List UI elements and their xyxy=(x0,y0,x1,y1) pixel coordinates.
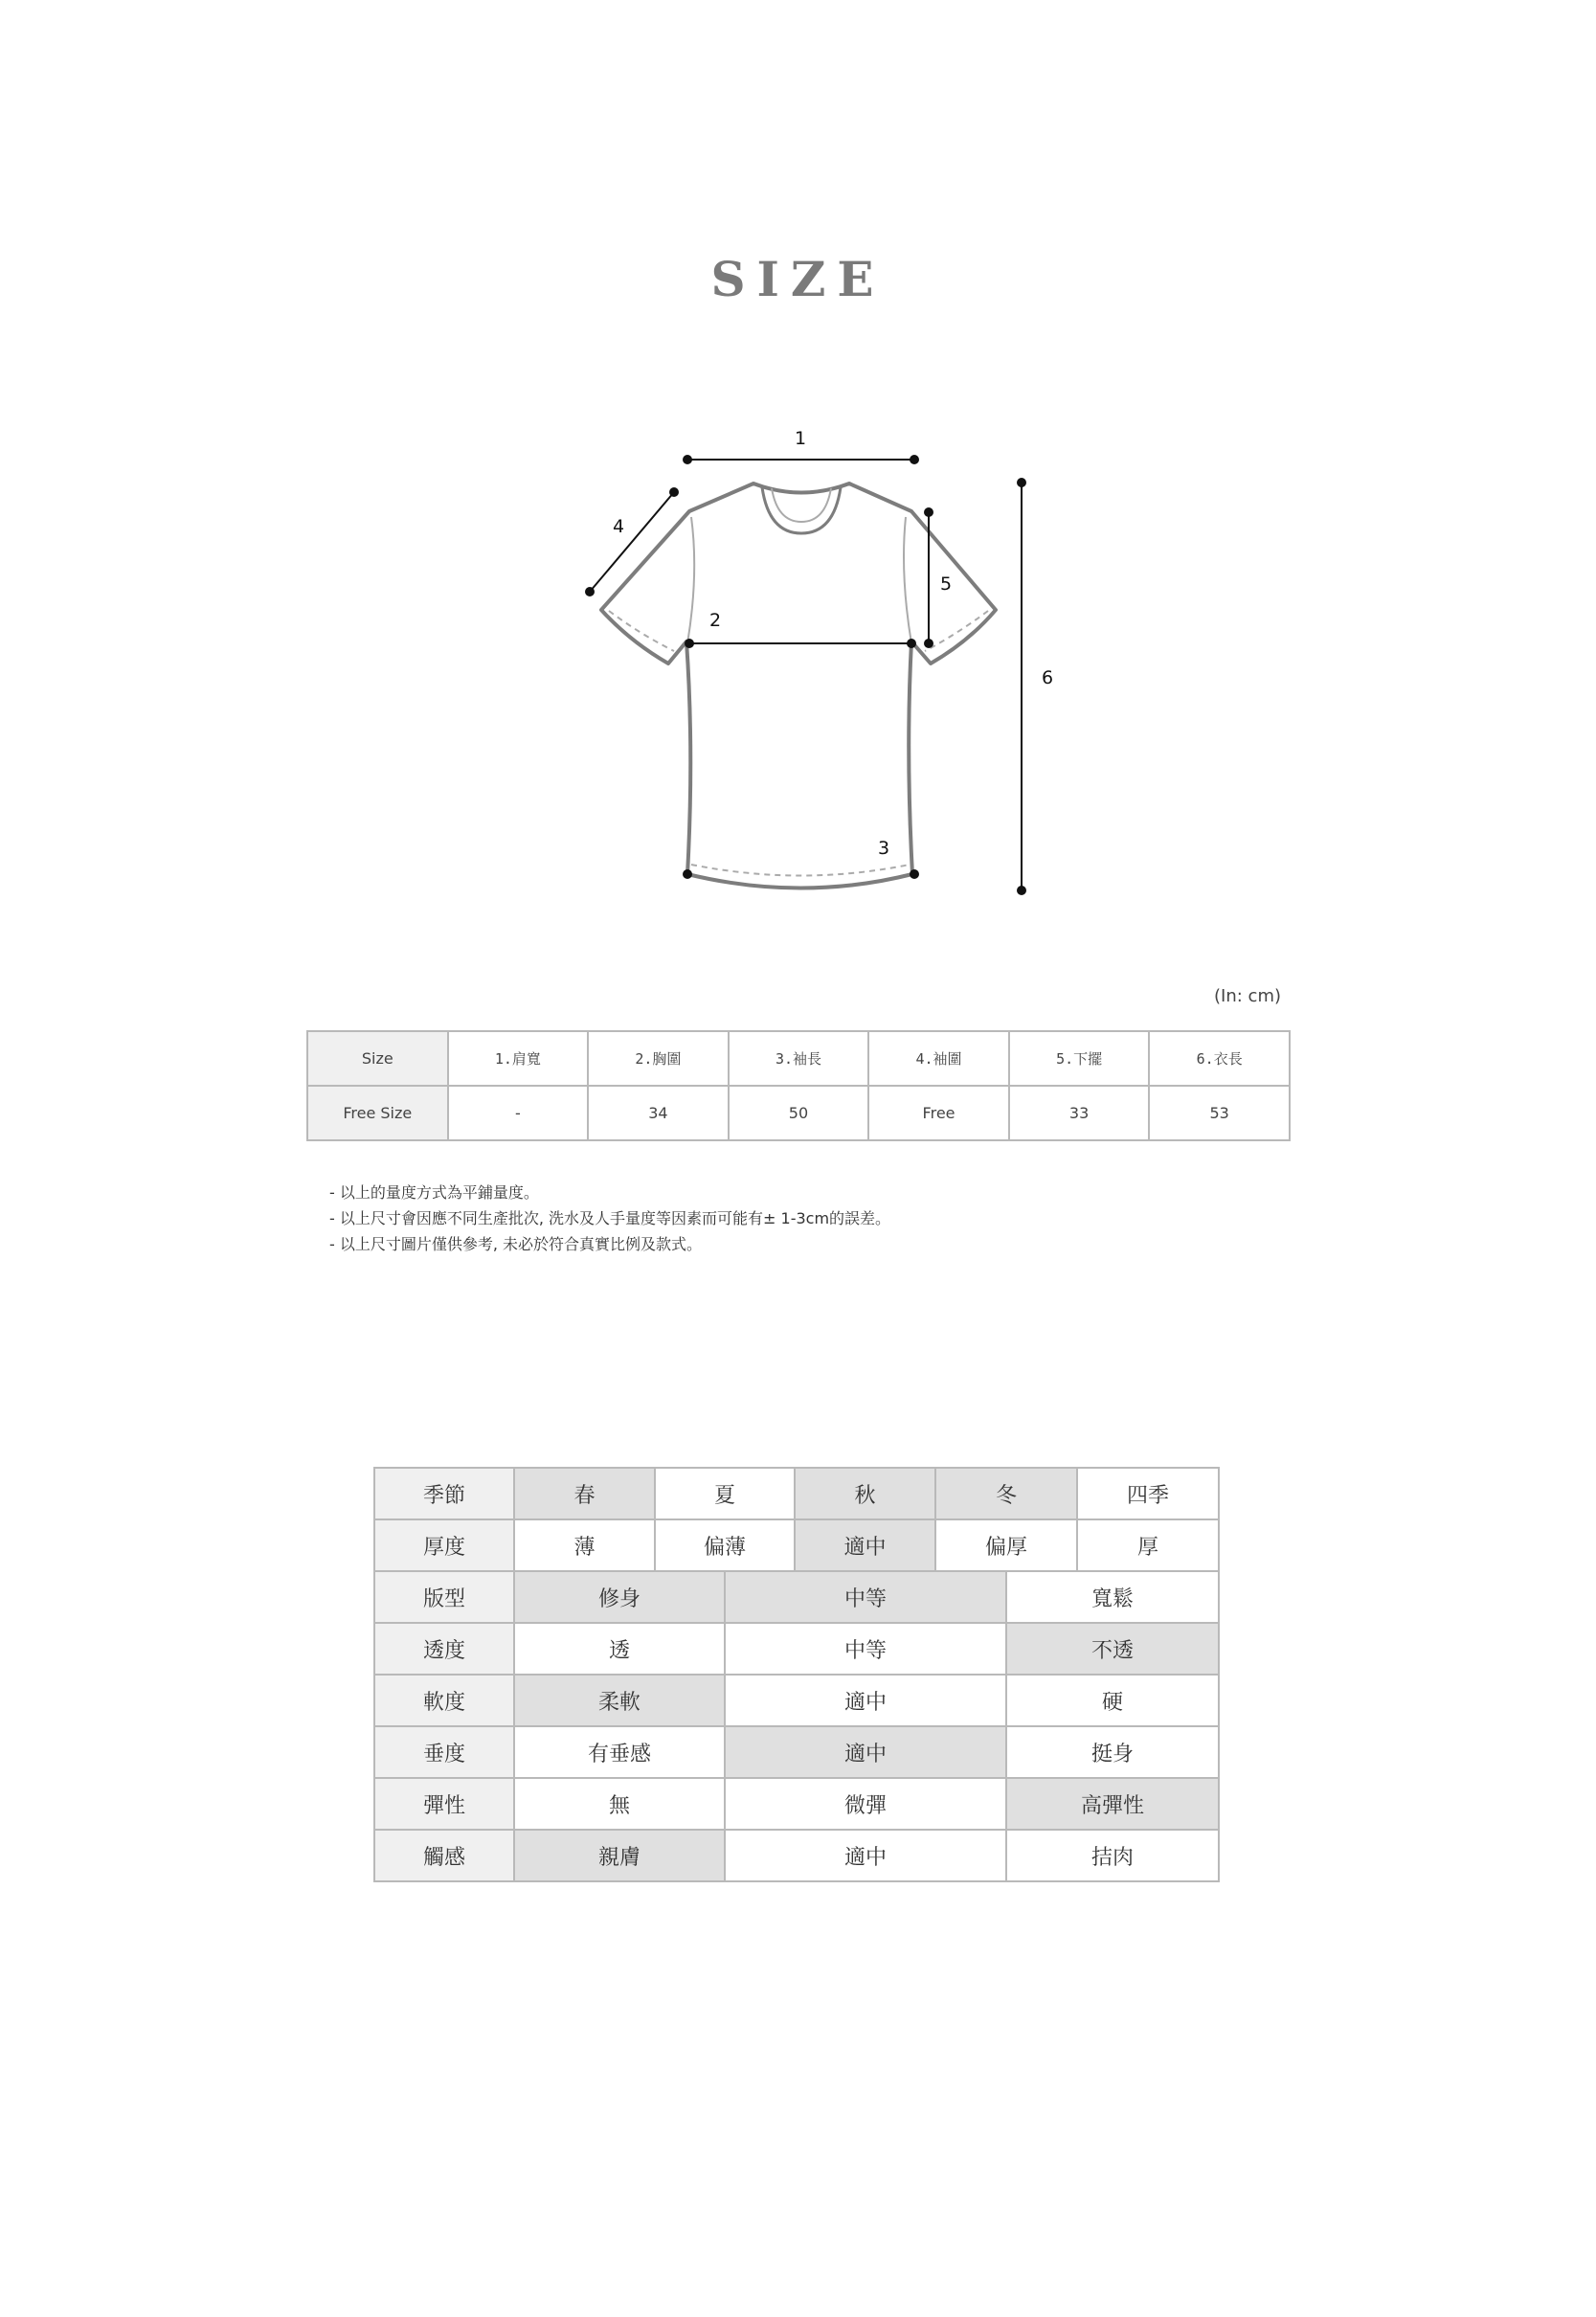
size-header-cell: 4.袖圍 xyxy=(868,1031,1009,1086)
attr-row-drape xyxy=(374,1726,1219,1778)
attr-option: 中等 xyxy=(725,1623,1006,1675)
attr-option: 偏薄 xyxy=(655,1519,795,1571)
attr-option: 適中 xyxy=(725,1675,1006,1726)
attr-option: 適中 xyxy=(795,1519,935,1571)
attr-option: 無 xyxy=(514,1778,725,1830)
attr-option: 硬 xyxy=(1006,1675,1219,1726)
measure-label-1: 1 xyxy=(794,428,807,449)
size-cell: 50 xyxy=(729,1086,869,1140)
attr-option: 寬鬆 xyxy=(1006,1571,1219,1623)
attr-label: 垂度 xyxy=(374,1726,514,1778)
attr-option: 薄 xyxy=(514,1519,655,1571)
notes xyxy=(329,1180,890,1257)
size-cell: Free xyxy=(868,1086,1009,1140)
unit-label: (In: cm) xyxy=(1214,986,1281,1006)
attr-option: 冬 xyxy=(935,1468,1077,1519)
attr-option: 有垂感 xyxy=(514,1726,725,1778)
measure-label-4: 4 xyxy=(612,516,625,537)
attr-label: 季節 xyxy=(374,1468,514,1519)
attr-option: 四季 xyxy=(1077,1468,1219,1519)
size-header-cell: 6.衣長 xyxy=(1149,1031,1290,1086)
attr-option: 修身 xyxy=(514,1571,725,1623)
attr-row-elasticity xyxy=(374,1778,1219,1830)
attr-row-softness xyxy=(374,1675,1219,1726)
attr-option: 適中 xyxy=(725,1830,1006,1881)
attr-option: 不透 xyxy=(1006,1623,1219,1675)
tshirt-diagram xyxy=(0,0,1596,957)
attr-row-transparency xyxy=(374,1623,1219,1675)
attr-option: 中等 xyxy=(725,1571,1006,1623)
size-header-cell: Size xyxy=(307,1031,448,1086)
attr-option: 秋 xyxy=(795,1468,935,1519)
attr-option: 柔軟 xyxy=(514,1675,725,1726)
size-header-cell: 2.胸圍 xyxy=(588,1031,729,1086)
size-header-cell: 5.下擺 xyxy=(1009,1031,1150,1086)
attr-option: 挺身 xyxy=(1006,1726,1219,1778)
size-cell: 53 xyxy=(1149,1086,1290,1140)
attr-option: 偏厚 xyxy=(935,1519,1077,1571)
size-cell: Free Size xyxy=(307,1086,448,1140)
size-table-row xyxy=(307,1086,1290,1140)
attr-label: 觸感 xyxy=(374,1830,514,1881)
attr-option: 厚 xyxy=(1077,1519,1219,1571)
attr-row-fit xyxy=(374,1571,1219,1623)
attr-option: 親膚 xyxy=(514,1830,725,1881)
attr-option: 春 xyxy=(514,1468,655,1519)
attr-option: 夏 xyxy=(655,1468,795,1519)
attr-label: 透度 xyxy=(374,1623,514,1675)
attr-option: 微彈 xyxy=(725,1778,1006,1830)
size-cell: 33 xyxy=(1009,1086,1150,1140)
attr-label: 彈性 xyxy=(374,1778,514,1830)
note-line: - 以上尺寸會因應不同生產批次, 洗水及人手量度等因素而可能有± 1-3cm的誤差。 xyxy=(329,1209,891,1227)
attr-option: 拮肉 xyxy=(1006,1830,1219,1881)
attr-option: 透 xyxy=(514,1623,725,1675)
size-cell: - xyxy=(448,1086,589,1140)
size-cell: 34 xyxy=(588,1086,729,1140)
attr-option: 高彈性 xyxy=(1006,1778,1219,1830)
measure-label-3: 3 xyxy=(877,838,890,859)
note-line: - 以上尺寸圖片僅供參考, 未必於符合真實比例及款式。 xyxy=(329,1235,703,1253)
attr-option: 適中 xyxy=(725,1726,1006,1778)
size-header-cell: 1.肩寬 xyxy=(448,1031,589,1086)
page-title: SIZE xyxy=(710,251,886,307)
attr-row-thickness xyxy=(374,1519,1219,1571)
measure-label-6: 6 xyxy=(1041,667,1054,688)
attr-label: 厚度 xyxy=(374,1519,514,1571)
measure-label-2: 2 xyxy=(708,610,722,631)
size-table-header xyxy=(307,1031,1290,1086)
measure-label-5: 5 xyxy=(939,574,953,595)
size-header-cell: 3.袖長 xyxy=(729,1031,869,1086)
attr-row-touch xyxy=(374,1830,1219,1881)
attr-label: 版型 xyxy=(374,1571,514,1623)
tshirt-outline xyxy=(601,484,996,889)
note-line: - 以上的量度方式為平鋪量度。 xyxy=(329,1183,539,1202)
fabric-attribute-table xyxy=(373,1467,1220,1882)
size-table xyxy=(306,1030,1291,1141)
attr-label: 軟度 xyxy=(374,1675,514,1726)
measure-lines xyxy=(590,460,1022,890)
attr-row-season xyxy=(374,1468,1219,1519)
